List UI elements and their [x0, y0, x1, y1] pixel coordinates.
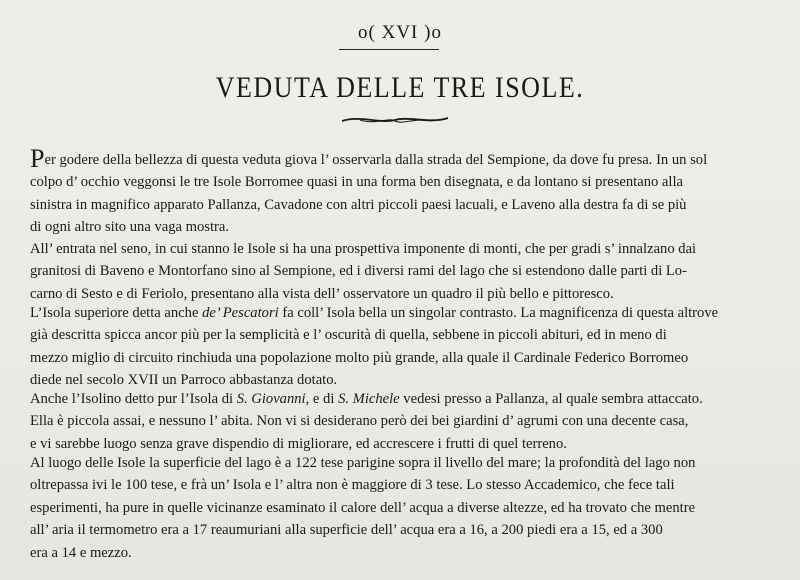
paragraph-3-line-1: [30, 302, 770, 324]
page-number-rule: [339, 49, 439, 50]
paragraph-1-line-1: er godere della bellezza di questa veduta giova l’ osservarla dalla strada del Sempione, da dove fu presa. In un sol: [44, 152, 708, 168]
page-title: VEDUTA DELLE TRE ISOLE.: [215, 71, 585, 104]
paragraph-3: [30, 302, 770, 392]
italic-term: de’ Pescatori: [202, 305, 279, 321]
italic-term: S. Michele: [338, 391, 400, 407]
paragraph-3-text: L’Isola superiore detta anche: [30, 305, 203, 321]
paragraph-5-line-1: Al luogo delle Isole la superficie del lago è a 122 tese parigine sopra il livello del mare; la profondità del lago non: [30, 455, 696, 471]
paragraph-4-line-3: e vi sarebbe luogo senza grave dispendio di migliorare, ed accrescere i frutti di quel terreno.: [30, 435, 567, 452]
paragraph-2-line-3: carno di Sesto e di Feriolo, presentano alla vista dell’ osservatore un quadro il più bello e pittoresco.: [30, 285, 614, 302]
paragraph-5: [30, 452, 770, 564]
flourish-icon: [340, 112, 450, 128]
paragraph-3-text: fa coll’ Isola bella un singolar contrasto. La magnificenza di questa altrove: [278, 305, 719, 321]
paragraph-1-line-3: sinistra in magnifico apparato Pallanza, Cavadone con altri piccoli paesi lacuali, e Laveno alla destra fa di se più: [30, 196, 687, 213]
paragraph-4-text: Anche l’Isolino detto pur l’Isola di: [30, 391, 237, 407]
paragraph-3-line-4: diede nel secolo XVII un Parroco abbastanza dotato.: [30, 372, 338, 389]
drop-cap: P: [30, 144, 45, 173]
paragraph-1-line-2: colpo d’ occhio veggonsi le tre Isole Borromee quasi in una forma ben disegnata, e da lontano si presentano alla: [30, 174, 683, 191]
paragraph-2: [30, 238, 770, 305]
paragraph-1-line-4: di ogni altro sito una vaga mostra.: [30, 219, 230, 236]
paragraph-2-line-1: All’ entrata nel seno, in cui stanno le Isole si ha una prospettiva imponente di monti, che per gradi s’ innalzano dai: [30, 241, 697, 257]
paragraph-4-line-2: Ella è piccola assai, e nessuno l’ abita. Non vi si desiderano però dei bei giardini d’ agrumi con una decente casa,: [30, 413, 689, 430]
paragraph-1: [30, 143, 770, 239]
italic-term: S. Giovanni: [236, 391, 306, 407]
paragraph-4-text: , e di: [305, 391, 339, 407]
paragraph-2-line-2: granitosi di Baveno e Montorfano sino al Sempione, ed i diversi rami del lago che si estendono dalle parti di Lo-: [30, 263, 687, 280]
paragraph-5-line-2: oltrepassa ivi le 100 tese, e frà un’ Isola e l’ altra non è maggiore di 3 tese. Lo stesso Accademico, che fece tali: [30, 477, 675, 494]
paragraph-3-line-3: mezzo miglio di circuito rinchiuda una popolazione molto più grande, alla quale il Cardinale Federico Borromeo: [30, 349, 689, 366]
paragraph-4-text: vedesi presso a Pallanza, al quale sembra attaccato.: [399, 391, 703, 407]
paragraph-5-line-5: era a 14 e mezzo.: [30, 544, 132, 561]
paragraph-5-line-4: all’ aria il termometro era a 17 reaumuriani alla superficie dell’ acqua era a 16, a 200 piedi era a 15, ed a 300: [30, 522, 663, 539]
paragraph-4-line-1: [30, 388, 770, 410]
paragraph-4: [30, 388, 770, 455]
paragraph-3-line-2: già descritta spicca ancor più per la semplicità e l’ oscurità di quella, sebbene in piccoli abituri, ed in meno di: [30, 327, 667, 344]
paragraph-5-line-3: esperimenti, ha pure in quelle vicinanze esaminato il calore dell’ acqua a diverse altezze, ed ha trovato che mentre: [30, 499, 696, 516]
page-number: o( XVI )o: [358, 22, 442, 43]
